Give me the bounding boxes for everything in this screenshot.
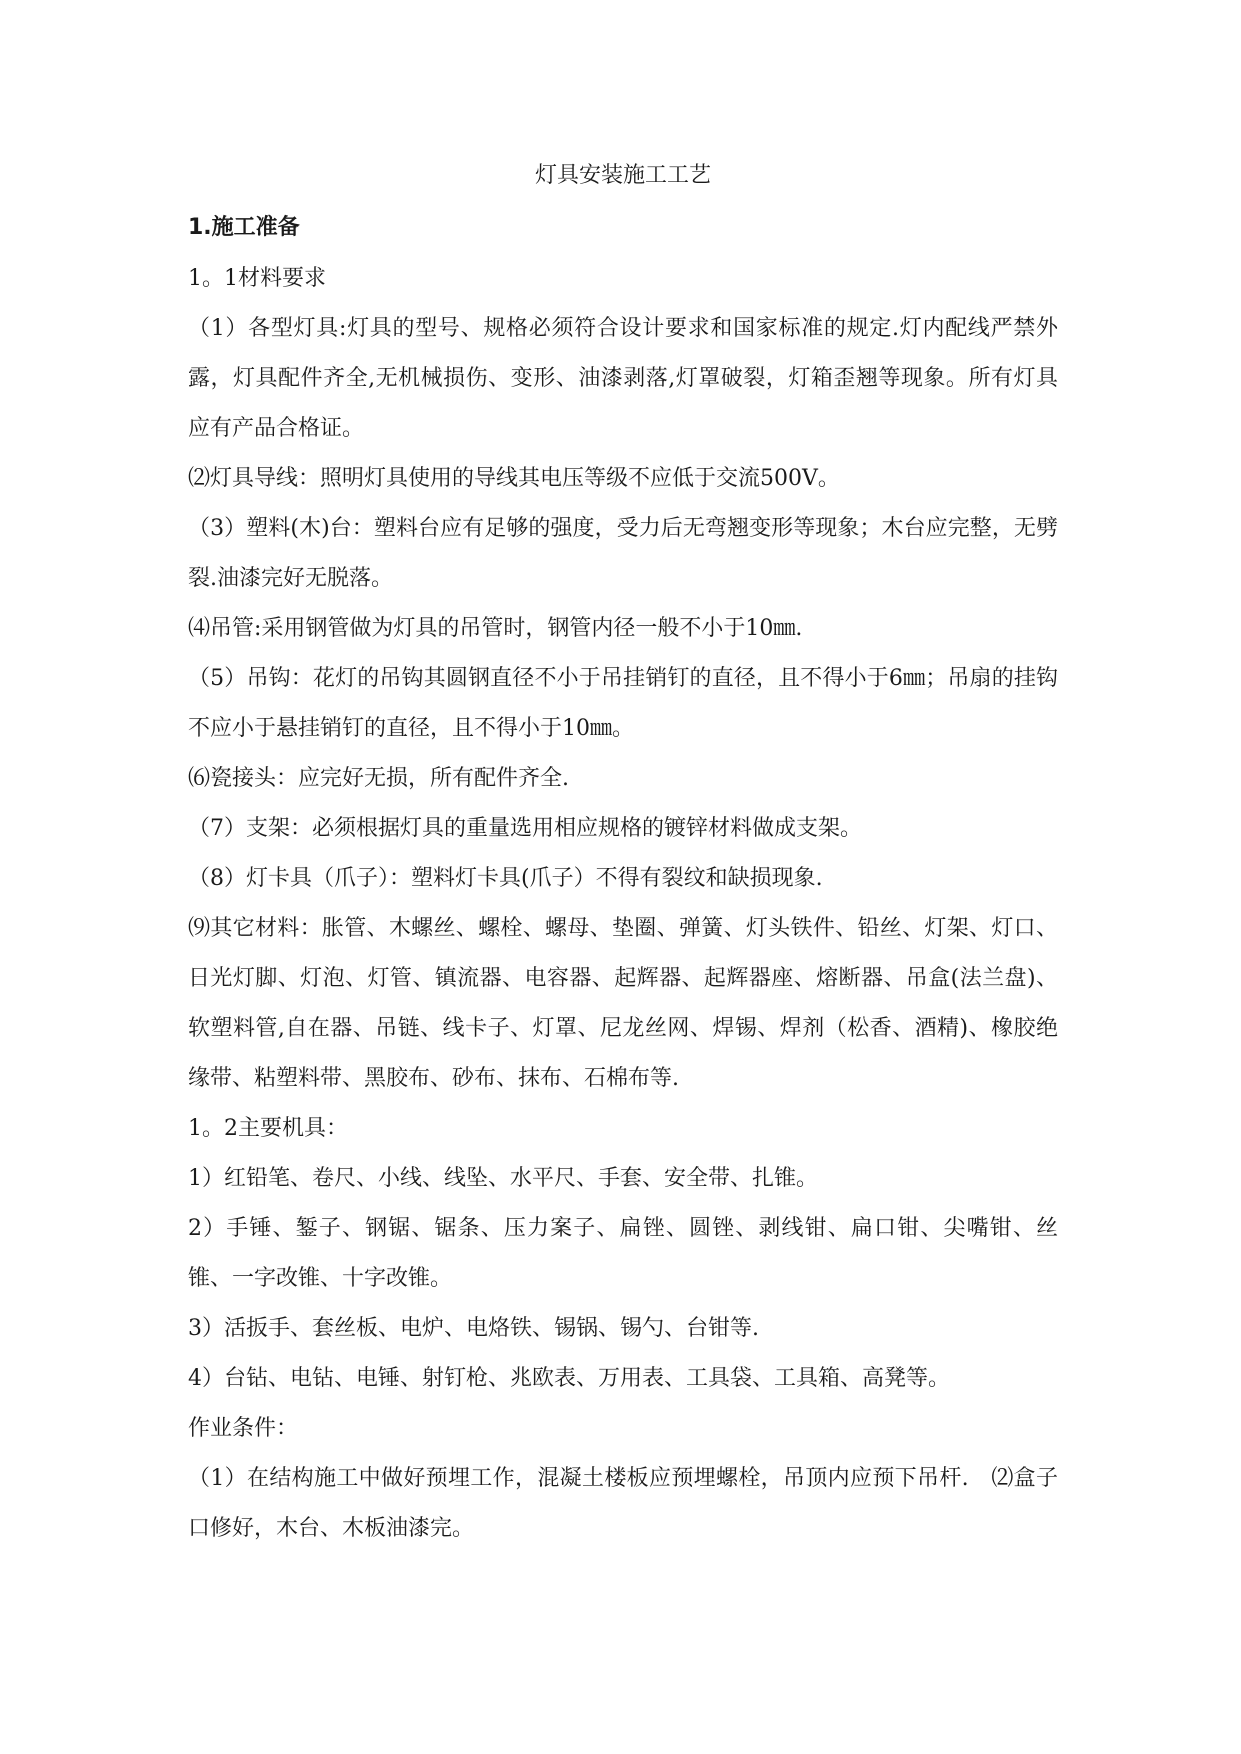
subsection-heading-conditions: 作业条件： [188, 1416, 299, 1441]
material-item: （5）吊钩：花灯的吊钩其圆钢直径不小于吊挂销钉的直径，且不得小于6㎜；吊扇的挂钩不应小于悬挂销钉的直径，且不得小于10㎜。 [188, 666, 1058, 741]
tool-item: 3）活扳手、套丝板、电炉、电烙铁、锡锅、锡勺、台钳等. [188, 1316, 759, 1341]
material-item: （7）支架：必须根据灯具的重量选用相应规格的镀锌材料做成支架。 [188, 816, 862, 841]
material-item: ⑵灯具导线：照明灯具使用的导线其电压等级不应低于交流500V。 [188, 466, 840, 491]
section-heading-preparation: 1.施工准备 [188, 215, 300, 240]
material-item: （1）各型灯具:灯具的型号、规格必须符合设计要求和国家标准的规定.灯内配线严禁外露，灯具配件齐全,无机械损伤、变形、油漆剥落,灯罩破裂，灯箱歪翘等现象。所有灯具应有产品合格证。 [188, 316, 1058, 441]
material-item: （3）塑料(木)台：塑料台应有足够的强度，受力后无弯翘变形等现象；木台应完整，无劈裂.油漆完好无脱落。 [188, 516, 1058, 591]
document-title: 灯具安装施工工艺 [534, 163, 711, 188]
material-item: ⑹瓷接头：应完好无损，所有配件齐全. [188, 766, 569, 791]
subsection-heading-materials: 1。1材料要求 [188, 266, 326, 291]
material-item: （8）灯卡具（爪子）：塑料灯卡具(爪子）不得有裂纹和缺损现象. [188, 866, 823, 891]
document-page [188, 150, 1058, 1554]
tool-item: 4）台钻、电钻、电锤、射钉枪、兆欧表、万用表、工具袋、工具箱、高凳等。 [188, 1366, 950, 1391]
material-item: ⑷吊管:采用钢管做为灯具的吊管时，钢管内径一般不小于10㎜. [188, 616, 803, 641]
condition-item: （1）在结构施工中做好预埋工作，混凝土楼板应预埋螺栓，吊顶内应预下吊杆. ⑵盒子口修好，木台、木板油漆完。 [188, 1466, 1058, 1541]
subsection-heading-tools: 1。2主要机具： [188, 1116, 348, 1141]
tool-item: 1）红铅笔、卷尺、小线、线坠、水平尺、手套、安全带、扎锥。 [188, 1166, 818, 1191]
material-item: ⑼其它材料：胀管、木螺丝、螺栓、螺母、垫圈、弹簧、灯头铁件、铅丝、灯架、灯口、日光灯脚、灯泡、灯管、镇流器、电容器、起辉器、起辉器座、熔断器、吊盒(法兰盘)、软塑料管,自在器、吊链、线卡子、灯罩、尼龙丝网、焊锡、焊剂（松香、酒精)、橡胶绝缘带、粘塑料带、黑胶布、砂布、抹布、石棉布等. [188, 916, 1058, 1091]
tool-item: 2）手锤、錾子、钢锯、锯条、压力案子、扁锉、圆锉、剥线钳、扁口钳、尖嘴钳、丝锥、一字改锥、十字改锥。 [188, 1216, 1058, 1291]
